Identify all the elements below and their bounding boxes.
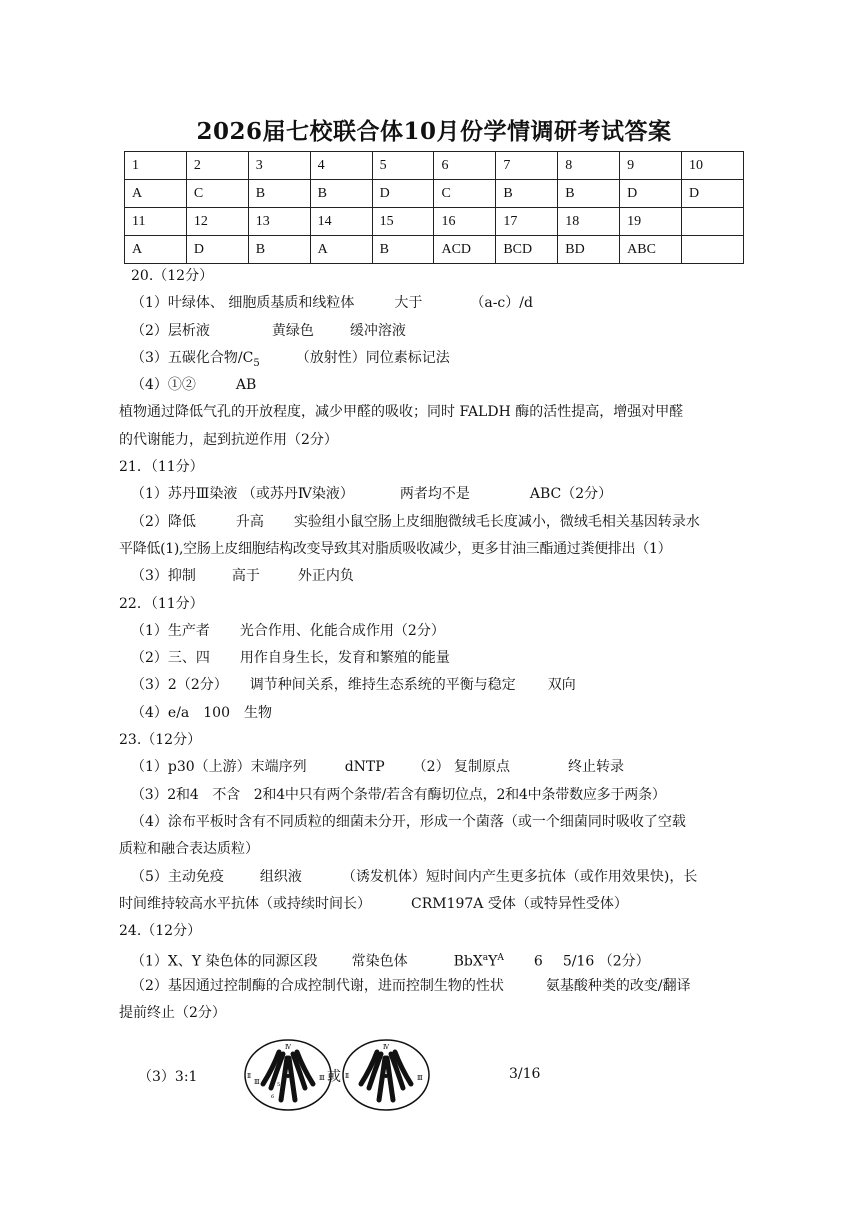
table-cell: 15 [372,208,434,236]
table-cell: B [310,180,372,208]
q20-line-3: （3）五碳化合物$/C_5$ （放射性）同位素标记法 [131,349,450,369]
table-cell: 16 [434,208,496,236]
q22-line-4: （4）e/a 100 生物 [131,704,272,721]
table-cell: D [682,180,744,208]
table-cell: D [186,236,248,264]
q21-line-1: （1）苏丹Ⅲ染液 （或苏丹Ⅳ染液） 两者均不是 ABC（2分） [131,486,613,503]
q20-paragraph-1: 植物通过降低气孔的开放程度，减少甲醛的吸收；同时 FALDH 酶的活性提高，增强对甲醛 [119,404,684,421]
table-row [125,208,744,236]
q21-line-2b: 平降低(1),空肠上皮细胞结构改变导致其对脂质吸收减少，更多甘油三酯通过粪便排出（1） [119,540,672,557]
table-cell: 18 [558,208,620,236]
table-cell: BD [558,236,620,264]
answer-body [119,263,743,1027]
q20-line-2: （2）层析液 黄绿色 缓冲溶液 [131,322,406,339]
table-cell [682,208,744,236]
table-cell: 2 [186,152,248,180]
table-cell [682,236,744,264]
table-cell: 12 [186,208,248,236]
table-cell: 6 [434,152,496,180]
roman-label: Ⅲ [417,1075,423,1082]
table-cell: C [434,180,496,208]
roman-label: Ⅱ [247,1073,252,1080]
q24-line-2a: （2）基因通过控制酶的合成控制代谢，进而控制生物的性状 氨基酸种类的改变/翻译 [131,977,691,994]
q20-paragraph-2: 的代谢能力，起到抗逆作用（2分） [119,431,338,448]
page-title: 2026届七校联合体10月份学情调研考试答案 [196,118,672,145]
roman-label: Ⅱ [345,1073,350,1080]
table-cell: B [248,180,310,208]
q23-line-3a: （4）涂布平板时含有不同质粒的细菌未分开，形成一个菌落（或一个细菌同时吸收了空载 [131,813,686,830]
q20-line-4: （4）①② AB [131,377,257,394]
q21-heading: 21．（11分） [119,459,204,476]
table-cell: 19 [620,208,682,236]
table-cell: B [372,236,434,264]
number-label: 5 [277,1082,281,1088]
q22-line-3: （3）2（2分） 调节种间关系，维持生态系统的平衡与稳定 双向 [131,677,576,694]
table-cell: C [186,180,248,208]
table-row [125,180,744,208]
q24-heading: 24.（12分） [119,923,202,940]
chromosome-diagram-1 [243,1038,333,1112]
table-cell: A [125,236,187,264]
q20-line-1: （1）叶绿体、 细胞质基质和线粒体 大于 （a-c）/d [131,295,533,312]
table-cell: 8 [558,152,620,180]
number-label: 6 [271,1094,275,1100]
table-cell: B [496,180,558,208]
roman-label: Ⅲ [254,1079,260,1086]
roman-label: Ⅲ [319,1075,325,1082]
table-cell: 5 [372,152,434,180]
table-cell: 3 [248,152,310,180]
table-cell: ABC [620,236,682,264]
q23-line-2: （3）2和4 不含 2和4中只有两个条带/若含有酶切位点，2和4中条带数应多于两条） [131,786,666,803]
table-cell: 9 [620,152,682,180]
table-cell: 4 [310,152,372,180]
q24-line-2b: 提前终止（2分） [119,1005,226,1022]
roman-label: Ⅳ [383,1044,389,1051]
q23-line-3b: 质粒和融合表达质粒） [119,841,259,858]
number-label: 6 [377,1094,381,1100]
q22-line-1: （1）生产者 光合作用、化能合成作用（2分） [131,622,445,639]
answer-table [124,151,744,264]
table-cell: 14 [310,208,372,236]
table-cell: 17 [496,208,558,236]
q22-heading: 22．（11分） [119,595,204,612]
table-row [125,152,744,180]
q21-line-3: （3）抑制 高于 外正内负 [131,568,354,585]
or-text: 或 [327,1069,341,1085]
q24-part3-label: （3）3:1 [138,1069,198,1085]
table-cell: 13 [248,208,310,236]
q23-line-4b: 时间维持较高水平抗体（或持续时间长） CRM197A 受体（或特异性受体） [119,895,628,912]
table-cell: A [125,180,187,208]
q24-line-1: （1）X、Y 染色体的同源区段 常染色体 $BbX^aY^A$ 6 5/16 （2分） [131,953,650,971]
q22-line-2: （2）三、四 用作自身生长，发育和繁殖的能量 [131,650,450,667]
table-cell: 7 [496,152,558,180]
table-cell: B [558,180,620,208]
table-cell: ACD [434,236,496,264]
q23-line-4a: （5）主动免疫 组织液 （诱发机体）短时间内产生更多抗体（或作用效果快)，长 [131,868,698,885]
table-cell: 11 [125,208,187,236]
table-cell: A [310,236,372,264]
q21-line-2: （2）降低 升高 实验组小鼠空肠上皮细胞微绒毛长度减小，微绒毛相关基因转录水 [131,513,700,530]
table-row [125,236,744,264]
q23-line-1: （1）p30（上游）末端序列 dNTP （2） 复制原点 终止转录 [131,759,625,776]
table-cell: B [248,236,310,264]
table-cell: BCD [496,236,558,264]
q20-heading: 20.（12分） [131,268,214,284]
table-cell: 10 [682,152,744,180]
table-cell: D [372,180,434,208]
chromosome-diagram-2 [341,1038,431,1112]
table-cell: 1 [125,152,187,180]
q24-part3-ratio: 3/16 [509,1066,541,1082]
q24-part3-row [135,1038,735,1113]
roman-label: Ⅳ [285,1044,291,1051]
q23-heading: 23.（12分） [119,732,202,749]
table-cell: D [620,180,682,208]
